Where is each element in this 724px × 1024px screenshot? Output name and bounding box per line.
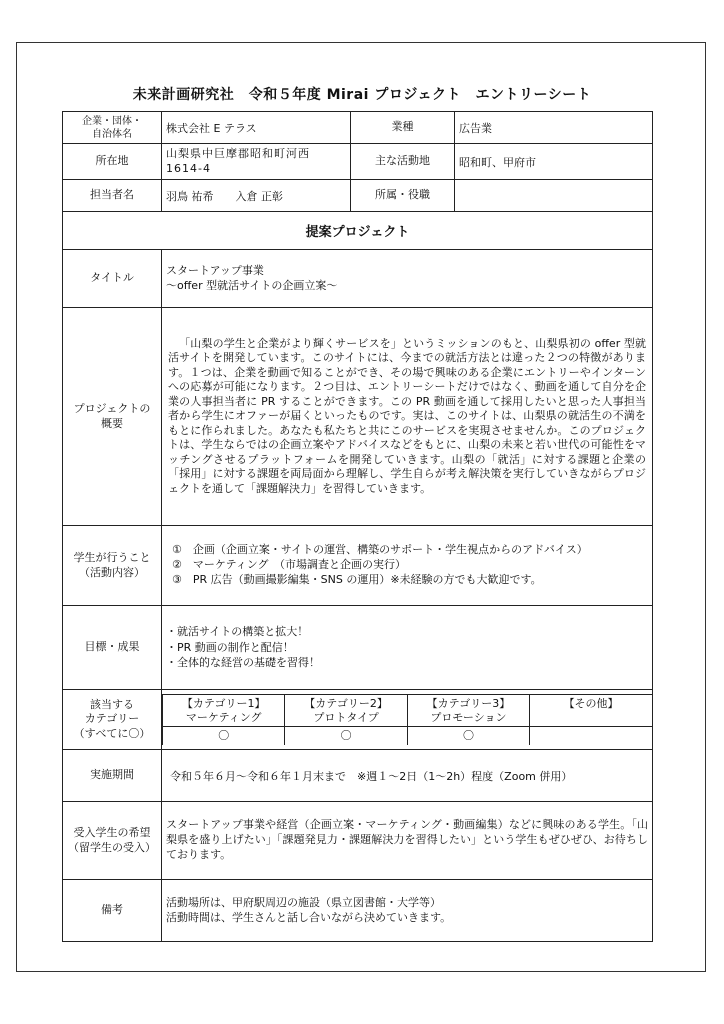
category-mark-other	[530, 727, 652, 745]
period-value: 令和５年６月〜令和６年１月末まで ※週１〜2日（1〜2h）程度（Zoom 併用）	[162, 750, 653, 802]
overview-text	[162, 308, 653, 526]
goal-item: ・就活サイトの構築と拡大！	[166, 625, 309, 639]
category-head-3: 【カテゴリー3】 プロモーション	[407, 694, 529, 727]
contact-label: 担当者名	[63, 180, 162, 212]
period-label: 実施期間	[63, 750, 162, 802]
category-head-other: 【その他】	[530, 694, 652, 727]
industry-label: 業種	[351, 112, 455, 144]
activity-item: ③ PR 広告（動画撮影編集・SNS の運用）※未経験の方でも大歓迎です。	[172, 572, 542, 586]
category-grid	[162, 690, 653, 750]
row-notes	[63, 880, 653, 942]
notes-label: 備考	[63, 880, 162, 942]
entry-sheet-table	[62, 111, 653, 942]
category-mark-1: 〇	[163, 727, 285, 745]
activity-item: ① 企画（企画立案・サイトの運営、構築のサポート・学生視点からのアドバイス）	[172, 543, 588, 557]
category-head-2: 【カテゴリー2】 プロトタイプ	[285, 694, 407, 727]
row-activities	[63, 526, 653, 606]
wish-label: 受入学生の希望 （留学生の受入）	[63, 802, 162, 880]
category-mark-2: 〇	[285, 727, 407, 745]
dept-label: 所属・役職	[351, 180, 455, 212]
row-address	[63, 144, 653, 180]
overview-body: 「山梨の学生と企業がより輝くサービスを」というミッションのもと、山梨県初の offer 型就活サイトを開発しています。このサイトには、今までの就活方法とは違った２つの特徴があります。１つは、企業を動画で知ることができ、その場で興味のある企業にエントリーやインターンへの応募が可能になります。２つ目は、エントリーシートだけではなく、動画を通して自分を企業の人事担当者に PR することができます。この PR 動画を通して採用したいと思った人事担当者から学生にオファーが届くといったものです。実は、このサイトは、山梨県の就活生の不満をもとに作られました。あなたも私たちと共にこのサービスを実現させませんか。このプロジェクトは、学生ならではの企画立案やアドバイスなどをもとに、山梨の未来と若い世代の可能性をマッチングさせるプラットフォームを開発していきます。山梨の「就活」に対する課題と企業の「採用」に対する課題を両局面から理解し、学生自らが考え解決策を実行していきながらプロジェクトを通して「課題解決力」を習得していきます。	[168, 336, 646, 495]
row-section-title	[63, 212, 653, 250]
area-value: 昭和町、甲府市	[455, 144, 653, 180]
category-mark-3: 〇	[407, 727, 529, 745]
goals-label: 目標・成果	[63, 606, 162, 690]
row-wish	[63, 802, 653, 880]
company-value: 株式会社 E テラス	[162, 112, 351, 144]
address-value: 山梨県中巨摩郡昭和町河西 1614-4	[162, 144, 351, 180]
section-title: 提案プロジェクト	[63, 212, 653, 250]
notes-value: 活動場所は、甲府駅周辺の施設（県立図書館・大学等） 活動時間は、学生さんと話し合いながら決めていきます。	[162, 880, 653, 942]
goals-list	[162, 606, 653, 690]
row-period	[63, 750, 653, 802]
area-label: 主な活動地	[351, 144, 455, 180]
goal-item: ・全体的な経営の基礎を習得！	[166, 656, 320, 670]
page-title: 未来計画研究社 令和５年度 Mirai プロジェクト エントリーシート	[132, 87, 592, 103]
row-contact	[63, 180, 653, 212]
company-label: 企業・団体・ 自治体名	[63, 112, 162, 144]
row-goals	[63, 606, 653, 690]
address-label: 所在地	[63, 144, 162, 180]
category-label: 該当する カテゴリー （すべてに〇）	[63, 690, 162, 750]
row-category	[63, 690, 653, 750]
row-company	[63, 112, 653, 144]
contact-value: 羽鳥 祐希 入倉 正彰	[162, 180, 351, 212]
activities-list	[162, 526, 653, 606]
goal-item: ・PR 動画の制作と配信！	[166, 640, 294, 654]
project-title-value: スタートアップ事業 〜offer 型就活サイトの企画立案〜	[162, 250, 653, 308]
category-head-1: 【カテゴリー1】 マーケティング	[163, 694, 285, 727]
activities-label: 学生が行うこと （活動内容）	[63, 526, 162, 606]
row-project-title	[63, 250, 653, 308]
dept-value	[455, 180, 653, 212]
industry-value: 広告業	[455, 112, 653, 144]
activity-item: ② マーケティング （市場調査と企画の実行）	[172, 558, 407, 572]
row-overview	[63, 308, 653, 526]
overview-label: プロジェクトの 概要	[63, 308, 162, 526]
wish-value: スタートアップ事業や経営（企画立案・マーケティング・動画編集）などに興味のある学生。「山梨県を盛り上げたい」「課題発見力・課題解決力を習得したい」という学生もぜひぜひ、お待ちしております。	[162, 802, 653, 880]
project-title-label: タイトル	[63, 250, 162, 308]
